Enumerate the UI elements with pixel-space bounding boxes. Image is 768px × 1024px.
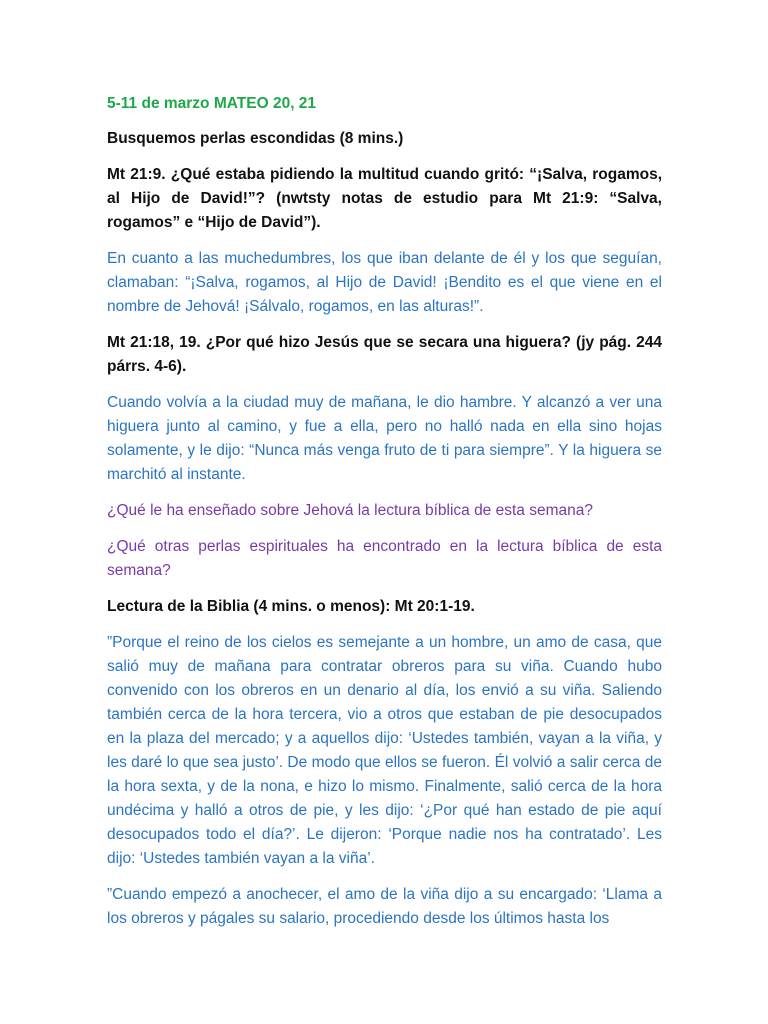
bible-reading-paragraph: ”Cuando empezó a anochecer, el amo de la viña dijo a su encargado: ‘Llama a los obreros y págales su salario, procediendo desde los últimos hasta los (107, 886, 662, 927)
question-mt-21-18-19: Mt 21:18, 19. ¿Por qué hizo Jesús que se secara una higuera? (jy pág. 244 párrs. 4-6). (107, 334, 662, 375)
answer-mt-21-9: En cuanto a las muchedumbres, los que iban delante de él y los que seguían, clamaban: “¡Salva, rogamos, al Hijo de David! ¡Bendito es el que viene en el nombre de Jehová! ¡Sálvalo, rogamos, en las alturas!”. (107, 250, 662, 315)
question-jehovah-lesson: ¿Qué le ha enseñado sobre Jehová la lectura bíblica de esta semana? (107, 502, 593, 519)
question-other-gems: ¿Qué otras perlas espirituales ha encontrado en la lectura bíblica de esta semana? (107, 538, 662, 579)
document-content (107, 92, 662, 943)
week-heading: 5-11 de marzo MATEO 20, 21 (107, 95, 317, 112)
section-bible-reading-title: Lectura de la Biblia (4 mins. o menos): Mt 20:1-19. (107, 598, 475, 615)
section-hidden-gems-title: Busquemos perlas escondidas (8 mins.) (107, 130, 404, 147)
bible-reading-paragraph: ”Porque el reino de los cielos es semejante a un hombre, un amo de casa, que salió muy de mañana para contratar obreros para su viña. Cuando hubo convenido con los obreros en un denario al día, los envió a su viña. Saliendo también cerca de la hora tercera, vio a otros que estaban de pie desocupados en la plaza del mercado; y a aquellos dijo: ‘Ustedes también, vayan a la viña, y les daré lo que sea justo’. De modo que ellos se fueron. Él volvió a salir cerca de la hora sexta, y de la nona, e hizo lo mismo. Finalmente, salió cerca de la hora undécima y halló a otros de pie, y les dijo: ‘¿Por qué han estado de pie aquí desocupados todo el día?’. Le dijeron: ‘Porque nadie nos ha contratado’. Les dijo: ‘Ustedes también vayan a la viña’. (107, 634, 662, 867)
answer-mt-21-18-19: Cuando volvía a la ciudad muy de mañana, le dio hambre. Y alcanzó a ver una higuera junto al camino, y fue a ella, pero no halló nada en ella sino hojas solamente, y le dijo: “Nunca más venga fruto de ti para siempre”. Y la higuera se marchitó al instante. (107, 394, 662, 483)
question-mt-21-9: Mt 21:9. ¿Qué estaba pidiendo la multitud cuando gritó: “¡Salva, rogamos, al Hijo de David!”? (nwtsty notas de estudio para Mt 21:9: “Salva, rogamos” e “Hijo de David”). (107, 166, 662, 231)
